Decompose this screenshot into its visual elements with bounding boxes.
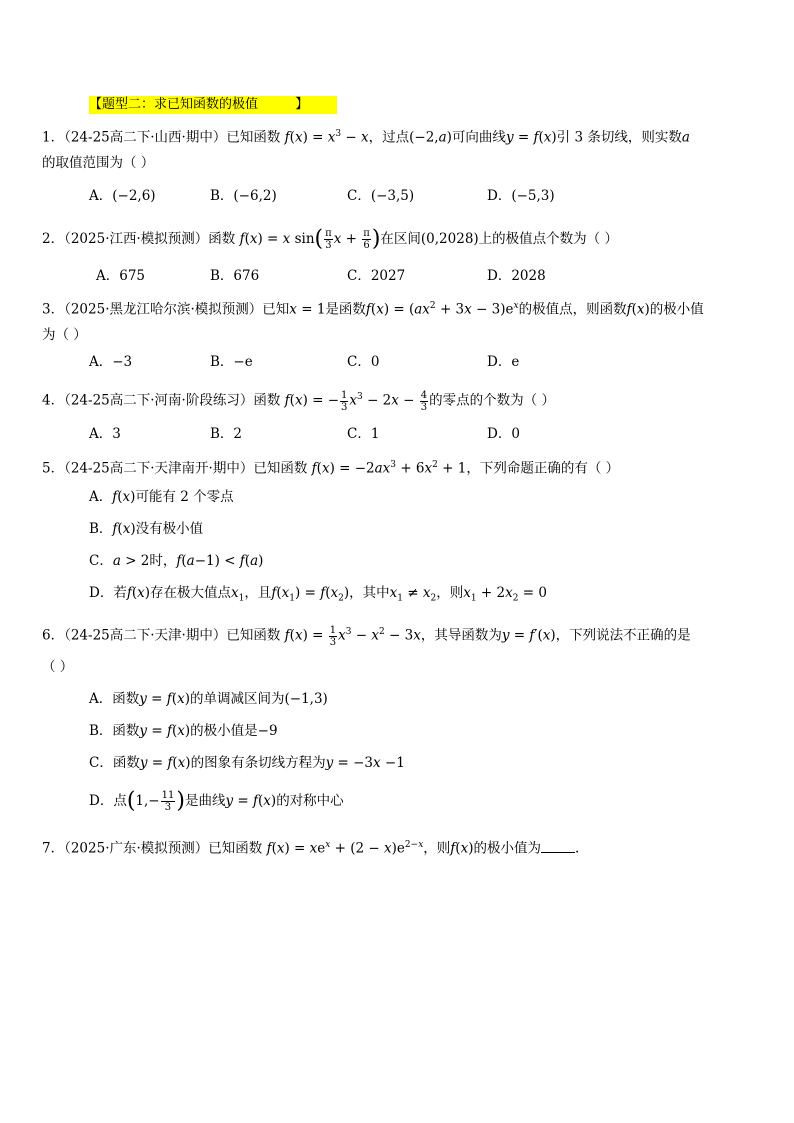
section-heading: 【题型二：求已知函数的极值 】 [89,96,337,114]
q4-option-c: C．1 [347,426,380,442]
q2-option-d: D．2028 [487,268,546,284]
question-6-line2: （ ） [42,659,74,675]
q4-option-a: A．3 [89,426,121,442]
question-number: 1． [42,129,65,146]
question-5: 5．（24-25高二下·天津南开·期中）已知函数 $f(x) = -2ax^3 + 6x^2 + 1$，下列命题正确的有（ ） [42,460,620,477]
question-7: 7．（2025·广东·模拟预测）已知函数 $f(x) = xe^x + (2 - x)e^{2-x}$，则f(x)的极小值为 . [42,840,580,857]
q3-option-c: C．0 [347,354,380,370]
q1-option-c: C．(−3,5) [347,188,415,204]
q5-option-c: C．a > 2时，f(a−1) < f(a) [89,553,264,569]
q3-option-b: B．−e [210,354,253,370]
q1-option-b: B．(−6,2) [210,188,277,204]
answer-blank [541,840,575,853]
q6-option-d: D．点(1,− $\frac{11}{3}$ )是曲线y = f(x)的对称中心 [89,788,344,814]
q4-option-b: B．2 [210,426,243,442]
question-4: 4．（24-25高二下·河南·阶段练习）函数 f(x) = − $\frac{1}{3}$ $x^3 - 2x$ − $\frac{4}{3}$ 的零点的个数为（ ） [42,389,555,413]
q5-option-b: B．f(x)没有极小值 [89,521,204,537]
question-6: 6．（24-25高二下·天津·期中）已知函数 f(x) = $\frac{1}{3}$ $x^3 - x^2 - 3x$，其导函数为y = f′(x)，下列说法不正确的是 [42,624,691,648]
q2-option-c: C．2027 [347,268,406,284]
q1-option-a: A．(−2,6) [89,188,156,204]
q5-option-a: A．f(x)可能有 2 个零点 [89,489,234,505]
q2-option-a: A．675 [96,268,146,284]
q3-option-a: A．−3 [89,354,133,370]
q6-option-b: B．函数y = f(x)的极小值是−9 [89,723,278,739]
question-1: 1．（24-25高二下·山西·期中）已知函数 $f(x) = x^3 - x$，过点(−2,a)可向曲线y = f(x)引 3 条切线，则实数a [42,129,690,146]
q5-option-d: D．若f(x)存在极大值点$x_1$，且$f(x_1) = f(x_2)$，其中$x_1 \ne x_2$，则$x_1 + 2x_2 = 0$ [89,585,547,604]
q6-option-c: C．函数y = f(x)的图象有条切线方程为y = −3x −1 [89,755,405,771]
q2-option-b: B．676 [210,268,260,284]
question-3-line2: 为（ ） [42,327,87,343]
q4-option-d: D．0 [487,426,520,442]
question-3: 3．（2025·黑龙江哈尔滨·模拟预测）已知x = 1是函数$f(x) = (ax^2 + 3x - 3)e^x$的极值点，则函数f(x)的极小值 [42,301,704,318]
question-source: （24-25高二下·山西·期中） [64,129,227,146]
question-2: 2．（2025·江西·模拟预测）函数 f(x) = x sin( $\frac{\pi}{3}$ x + $\frac{\pi}{6}$ )在区间(0,2028)上的极值点个数为（ ） [42,226,618,252]
q3-option-d: D．e [487,354,520,370]
q6-option-a: A．函数y = f(x)的单调减区间为(−1,3) [89,691,328,707]
question-1-line2: 的取值范围为（ ） [42,155,155,171]
q1-option-d: D．(−5,3) [487,188,555,204]
